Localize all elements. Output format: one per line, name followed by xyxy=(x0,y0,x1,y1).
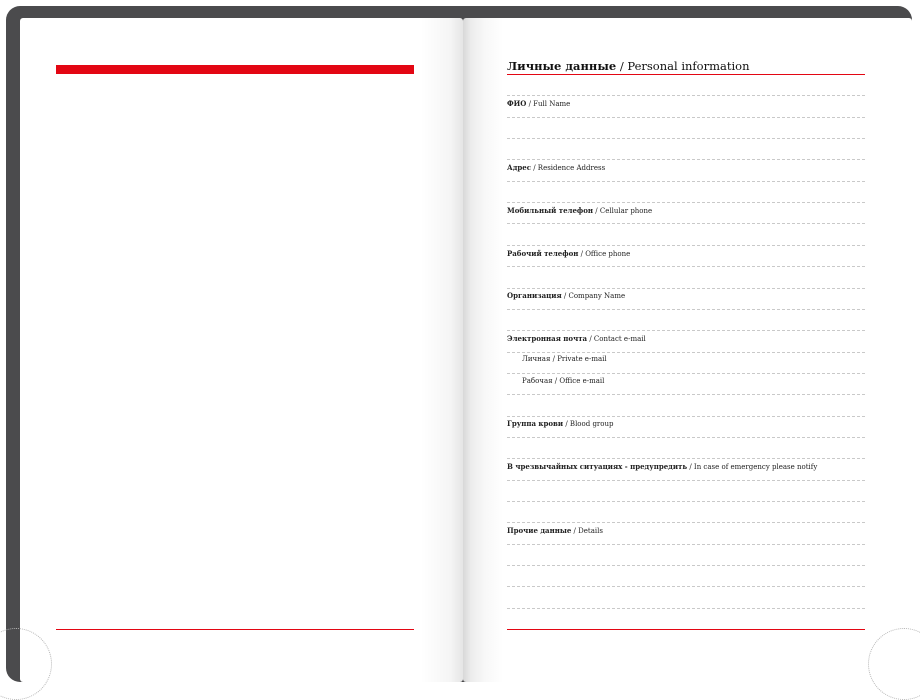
page-title-en: / Personal information xyxy=(619,59,750,73)
writing-line[interactable] xyxy=(507,330,865,331)
left-page xyxy=(20,18,463,682)
writing-line[interactable] xyxy=(507,480,865,481)
writing-line[interactable] xyxy=(507,181,865,182)
field-label-ru: Мобильный телефон xyxy=(507,206,594,215)
field-label-ru: Рабочий телефон xyxy=(507,249,579,258)
writing-line[interactable] xyxy=(507,458,865,459)
field-label-en: / Office e-mail xyxy=(554,377,605,385)
field-label-en: / Cellular phone xyxy=(595,207,653,215)
notebook-cover xyxy=(6,6,912,682)
field-label-ru: Личная xyxy=(522,355,551,363)
writing-line[interactable] xyxy=(507,202,865,203)
writing-line[interactable] xyxy=(507,522,865,523)
right-footer-line xyxy=(507,629,865,630)
field-full-name xyxy=(507,99,570,108)
writing-line[interactable] xyxy=(507,394,865,395)
writing-line[interactable] xyxy=(507,608,865,609)
field-label-ru: Электронная почта xyxy=(507,334,588,343)
writing-line[interactable] xyxy=(507,266,865,267)
field-label-ru: ФИО xyxy=(507,99,527,108)
field-label-en: / Company Name xyxy=(563,292,626,300)
field-label-ru: Группа крови xyxy=(507,419,564,428)
writing-line[interactable] xyxy=(507,117,865,118)
field-label-ru: В чрезвычайных ситуациях - предупредить xyxy=(507,462,688,471)
writing-line[interactable] xyxy=(507,501,865,502)
writing-line[interactable] xyxy=(507,223,865,224)
field-blood-group xyxy=(507,419,613,428)
field-label-ru: Организация xyxy=(507,291,562,300)
page-title xyxy=(507,59,865,73)
field-label-en: / Office phone xyxy=(580,250,631,258)
field-office-phone xyxy=(507,249,630,258)
writing-line[interactable] xyxy=(507,565,865,566)
field-details xyxy=(507,526,603,535)
page-title-ru: Личные данные xyxy=(507,59,617,73)
writing-line[interactable] xyxy=(507,352,865,353)
field-contact-email xyxy=(507,334,646,343)
field-label-en: / Full Name xyxy=(528,100,571,108)
field-label-ru: Рабочая xyxy=(522,377,553,385)
left-footer-line xyxy=(56,629,414,630)
writing-line[interactable] xyxy=(507,159,865,160)
writing-line[interactable] xyxy=(507,288,865,289)
spine-shadow xyxy=(420,18,463,682)
writing-line[interactable] xyxy=(507,437,865,438)
field-office-email xyxy=(522,377,604,385)
field-private-email xyxy=(522,355,607,363)
field-emergency-contact xyxy=(507,462,817,471)
field-cellular-phone xyxy=(507,206,652,215)
field-label-en: / Residence Address xyxy=(533,164,606,172)
field-label-ru: Прочие данные xyxy=(507,526,572,535)
writing-line[interactable] xyxy=(507,138,865,139)
field-label-en: / Blood group xyxy=(565,420,614,428)
field-company-name xyxy=(507,291,625,300)
red-header-bar xyxy=(56,65,414,74)
field-label-ru: Адрес xyxy=(507,163,531,172)
writing-line[interactable] xyxy=(507,309,865,310)
field-label-en: / Contact e-mail xyxy=(589,335,646,343)
field-label-en: / Details xyxy=(573,527,603,535)
field-label-en: / In case of emergency please notify xyxy=(689,463,818,471)
field-label-en: / Private e-mail xyxy=(552,355,607,363)
writing-line[interactable] xyxy=(507,586,865,587)
writing-line[interactable] xyxy=(507,416,865,417)
writing-line[interactable] xyxy=(507,95,865,96)
title-underline xyxy=(507,74,865,75)
writing-line[interactable] xyxy=(507,245,865,246)
writing-line[interactable] xyxy=(507,544,865,545)
writing-line[interactable] xyxy=(507,373,865,374)
field-residence-address xyxy=(507,163,605,172)
